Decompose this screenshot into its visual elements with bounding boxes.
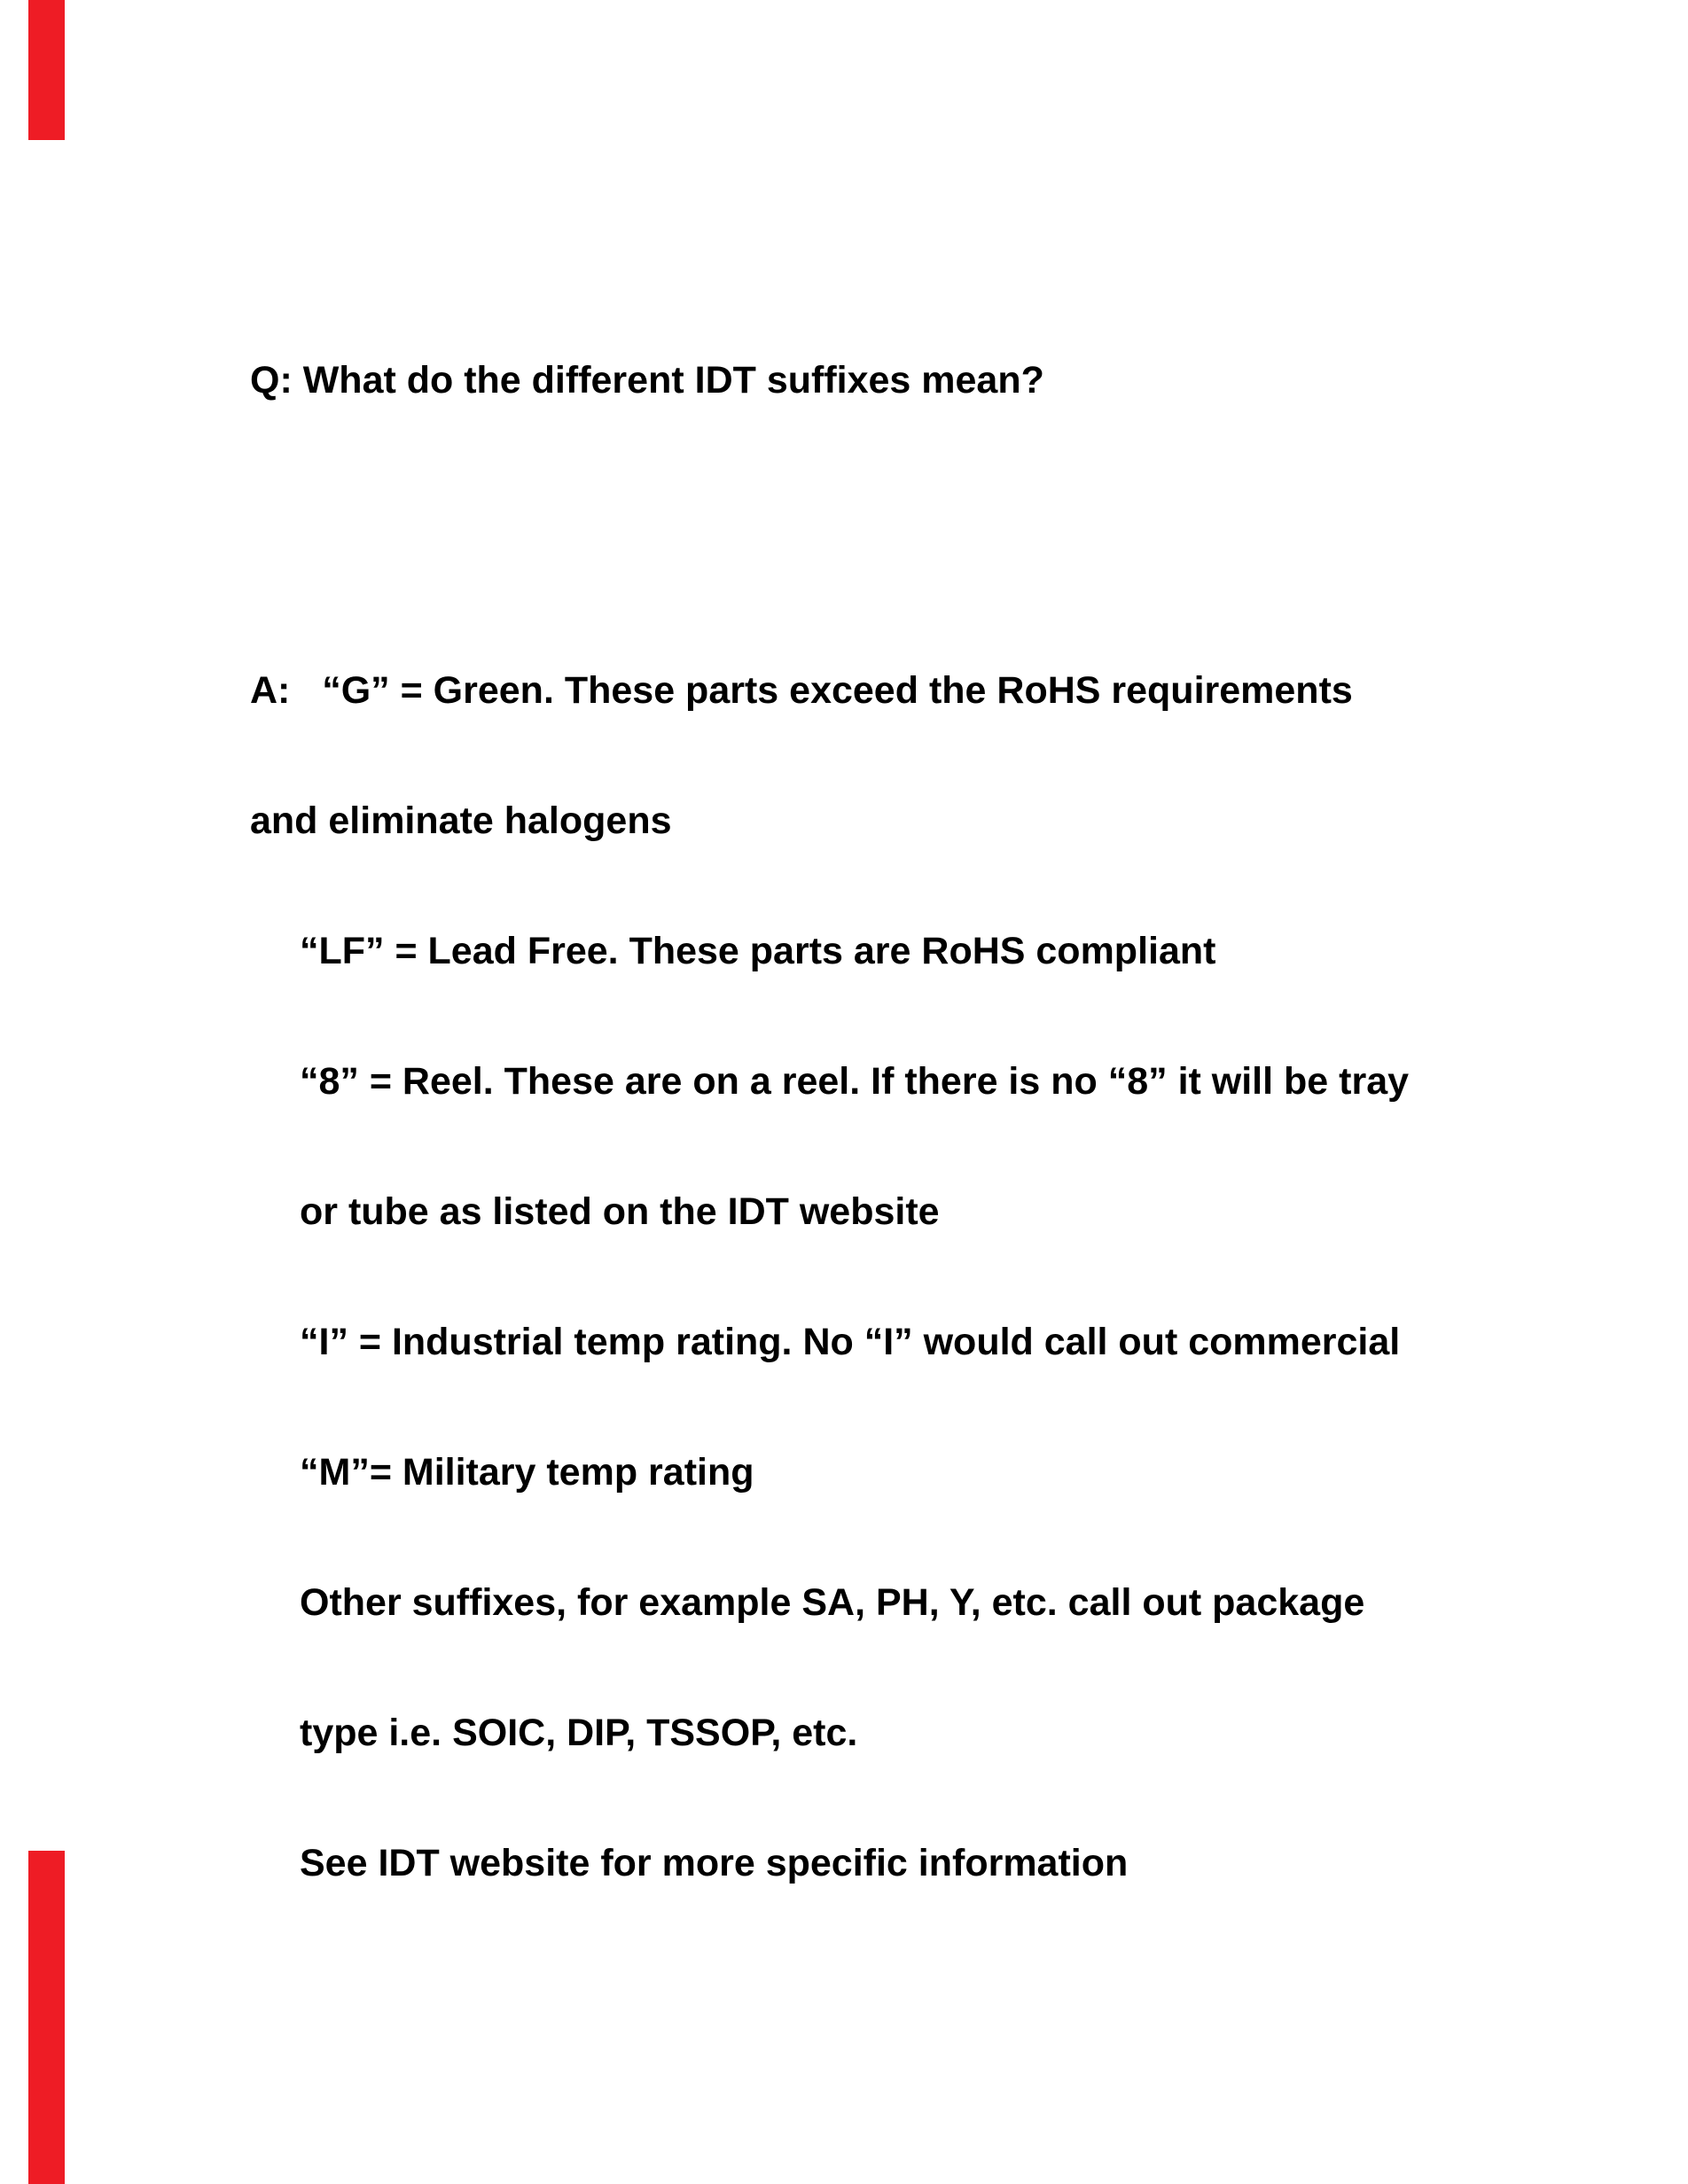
answer-line: See IDT website for more specific information [300,1842,1129,1884]
answer-line: “I” = Industrial temp rating. No “I” would call out commercial [300,1321,1401,1363]
faq-text-block [250,272,1509,2059]
answer-line: or tube as listed on the IDT website [300,1190,940,1233]
red-edge-mark-bottom [28,1851,65,2184]
answer-line: “M”= Military temp rating [300,1451,754,1494]
answer-line: and eliminate halogens [250,800,672,842]
question-line: Q: What do the different IDT suffixes mean? [250,359,1044,402]
answer-line: type i.e. SOIC, DIP, TSSOP, etc. [300,1712,858,1754]
answer-block [250,582,1509,1972]
answer-line: “LF” = Lead Free. These parts are RoHS compliant [300,930,1216,972]
red-edge-mark-top [28,0,65,140]
answer-line: “8” = Reel. These are on a reel. If there is no “8” it will be tray [300,1060,1410,1103]
answer-line: A: “G” = Green. These parts exceed the RoHS requirements [250,669,1353,712]
answer-line: Other suffixes, for example SA, PH, Y, etc. call out package [300,1581,1365,1624]
